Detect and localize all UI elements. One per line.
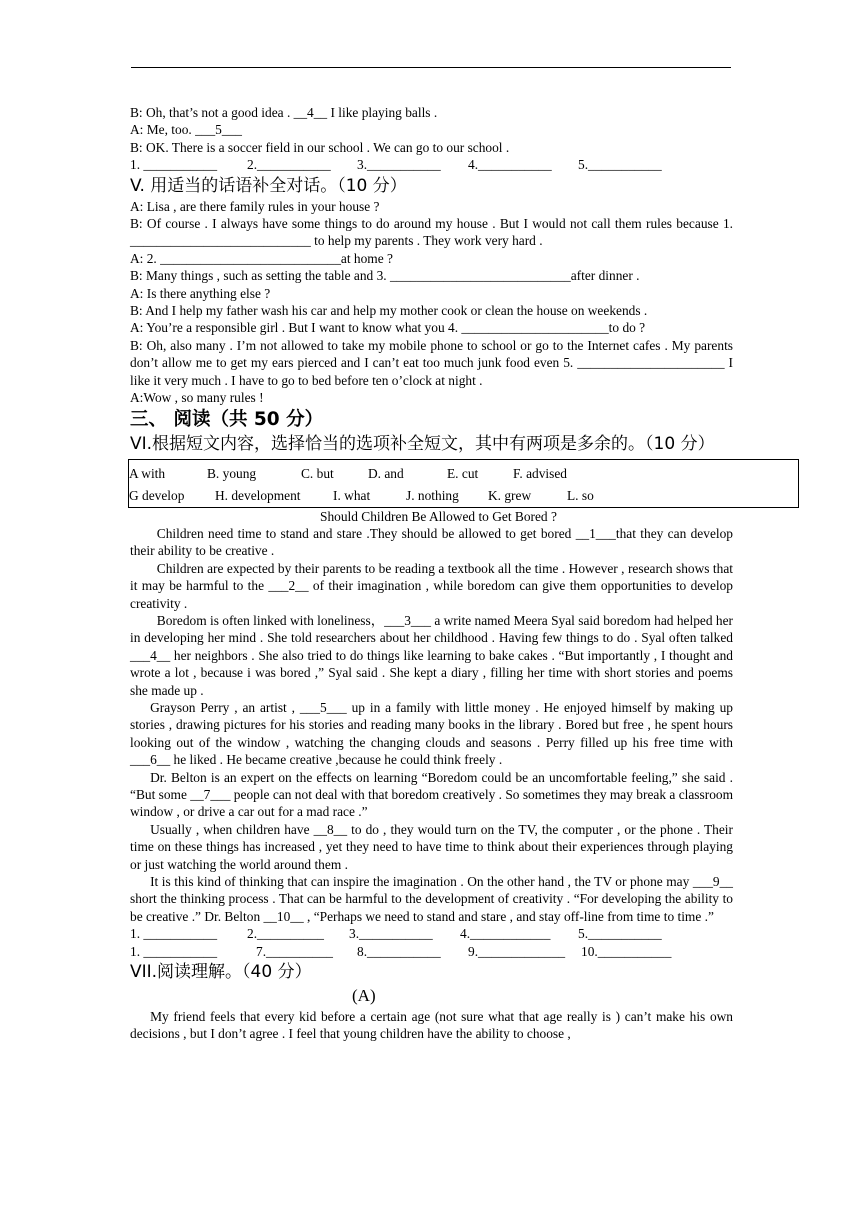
option-item: B. young: [207, 465, 257, 481]
answer-blank[interactable]: 4.___________: [468, 157, 552, 173]
dialogue-line: A: Lisa , are there family rules in your house ?: [130, 198, 380, 214]
answer-blank[interactable]: 10.___________: [581, 943, 672, 959]
option-item: J. nothing: [406, 487, 459, 503]
dialogue-line: B: And I help my father wash his car and help my mother cook or clean the house on weekends .: [130, 303, 648, 319]
passage-title: Should Children Be Allowed to Get Bored ?: [320, 508, 557, 524]
dialogue-line: A: You’re a responsible girl . But I want to know what you 4. ______________________to do ?: [130, 320, 646, 336]
options-row: [129, 463, 798, 485]
answer-blanks-row1: [130, 925, 733, 942]
answer-blank[interactable]: 9._____________: [468, 943, 566, 959]
answer-blank[interactable]: 1. ___________: [130, 926, 218, 942]
answer-blank[interactable]: 3.___________: [357, 157, 441, 173]
answer-blank[interactable]: 2.__________: [247, 926, 324, 942]
passage-paragraph: It is this kind of thinking that can inspire the imagination . On the other hand , the TV or phone may ___9__ short the thinking process . That can be harmful to the development of creativity . “For developing the ability to be creative .” Dr. Belton __10__ , “Perhaps we need to stand and stare , and stay off-line from time to time .”: [130, 874, 733, 924]
dialogue-line: B: Many things , such as setting the table and 3. ___________________________after dinner .: [130, 268, 640, 284]
header-rule: [131, 67, 731, 68]
part-three-heading: 三、 阅读（共 50 分）: [130, 408, 324, 430]
page-content: [130, 104, 733, 1043]
option-item: C. but: [301, 465, 334, 481]
answer-blank[interactable]: 1. ___________: [130, 157, 218, 173]
dialogue-line: A: 2. ___________________________at home ?: [130, 250, 393, 266]
option-item: E. cut: [447, 465, 479, 481]
options-row: [129, 485, 798, 507]
section-vii-heading: VII.阅读理解。（40 分）: [130, 962, 312, 983]
option-item: D. and: [368, 465, 404, 481]
answer-blank[interactable]: 5.___________: [578, 157, 662, 173]
answer-blanks-row2: [130, 943, 733, 960]
answer-blank[interactable]: 8.___________: [357, 943, 441, 959]
section-v-heading: V. 用适当的话语补全对话。（10 分）: [130, 175, 407, 196]
passage-paragraph: My friend feels that every kid before a certain age (not sure what that age really is ) can’t make his own decisions , but I don’t agree . I feel that young children have the ability to choose ,: [130, 1009, 733, 1042]
answer-blank[interactable]: 1. ___________: [130, 943, 218, 959]
option-item: L. so: [567, 487, 594, 503]
passage-paragraph: Children are expected by their parents to be reading a textbook all the time . However , research shows that it may be harmful to the ___2__ of their imagination , while boredom can give them opportunities to develop creativity .: [130, 560, 733, 611]
dialogue-line: B: Of course . I always have some things to do around my house . But I would not call them rules because 1. ___________________________ to help my parents . They work very hard .: [130, 216, 733, 249]
passage-paragraph: Dr. Belton is an expert on the effects on learning “Boredom could be an uncomfortable feeling,” she said . “But some __7___ people can not deal with that boredom creatively . So sometimes they may break a classroom window , or drive a car out for a mad race .”: [130, 769, 733, 820]
option-item: I. what: [333, 487, 371, 503]
option-item: G develop: [129, 487, 185, 503]
answer-blank[interactable]: 2.___________: [247, 157, 331, 173]
answer-blank[interactable]: 5.___________: [578, 926, 662, 942]
passage-paragraph: Usually , when children have __8__ to do , they would turn on the TV, the computer , or the phone . Their time on these things has increased , yet they need to have time to think about their experiences through playing or just watching the world around them .: [130, 821, 733, 872]
section-vi-heading: VI.根据短文内容，选择恰当的选项补全短文，其中有两项是多余的。（10 分）: [130, 433, 715, 454]
dialogue-line: A: Is there anything else ?: [130, 285, 271, 301]
option-item: H. development: [215, 487, 301, 503]
answer-blank[interactable]: 4.____________: [460, 926, 551, 942]
answer-blank[interactable]: 3.___________: [349, 926, 433, 942]
passage-paragraph: Boredom is often linked with loneliness，___3___ a write named Meera Syal said boredom had helped her in developing her mind . She told researchers about her childhood . Having few things to do . Syal often talked ___4__ her neighbors . She also tried to do things like learning to bake cakes . “But importantly , I thought and wrote a lot , because i was bored ,” Syal said . She kept a diary , filling her time with short stories and poems she made up .: [130, 612, 733, 698]
dialogue-line: B: Oh, also many . I’m not allowed to take my mobile phone to school or go to the Internet cafes . My parents don’t allow me to get my ears pierced and I can’t eat too much junk food even 5. ______________________ I like it very much . I have to go to bed before ten o’clock at night .: [130, 337, 733, 388]
dialogue-line: A:Wow , so many rules !: [130, 390, 264, 406]
option-item: A with: [129, 465, 166, 481]
dialogue-line: A: Me, too. ___5___: [130, 122, 242, 138]
answer-blanks-part4: [130, 156, 733, 173]
passage-label: (A): [352, 986, 376, 1006]
passage-paragraph: Children need time to stand and stare .They should be allowed to get bored __1___that they can develop their ability to be creative .: [130, 525, 733, 559]
passage-paragraph: Grayson Perry , an artist , ___5___ up in a family with little money . He enjoyed himself by making up stories , drawing pictures for his stories and reading many books in the library . Bored but free , he spent hours looking out of the window , watching the changing clouds and seasons . Perry filled up his free time with ___6__ he liked . He became creative ,because he could think freely .: [130, 699, 733, 768]
answer-blank[interactable]: 7.__________: [256, 943, 333, 959]
options-box: [128, 459, 799, 508]
option-item: K. grew: [488, 487, 532, 503]
dialogue-line: B: OK. There is a soccer field in our school . We can go to our school .: [130, 139, 510, 155]
dialogue-line: B: Oh, that’s not a good idea . __4__ I like playing balls .: [130, 105, 438, 120]
option-item: F. advised: [513, 465, 567, 481]
